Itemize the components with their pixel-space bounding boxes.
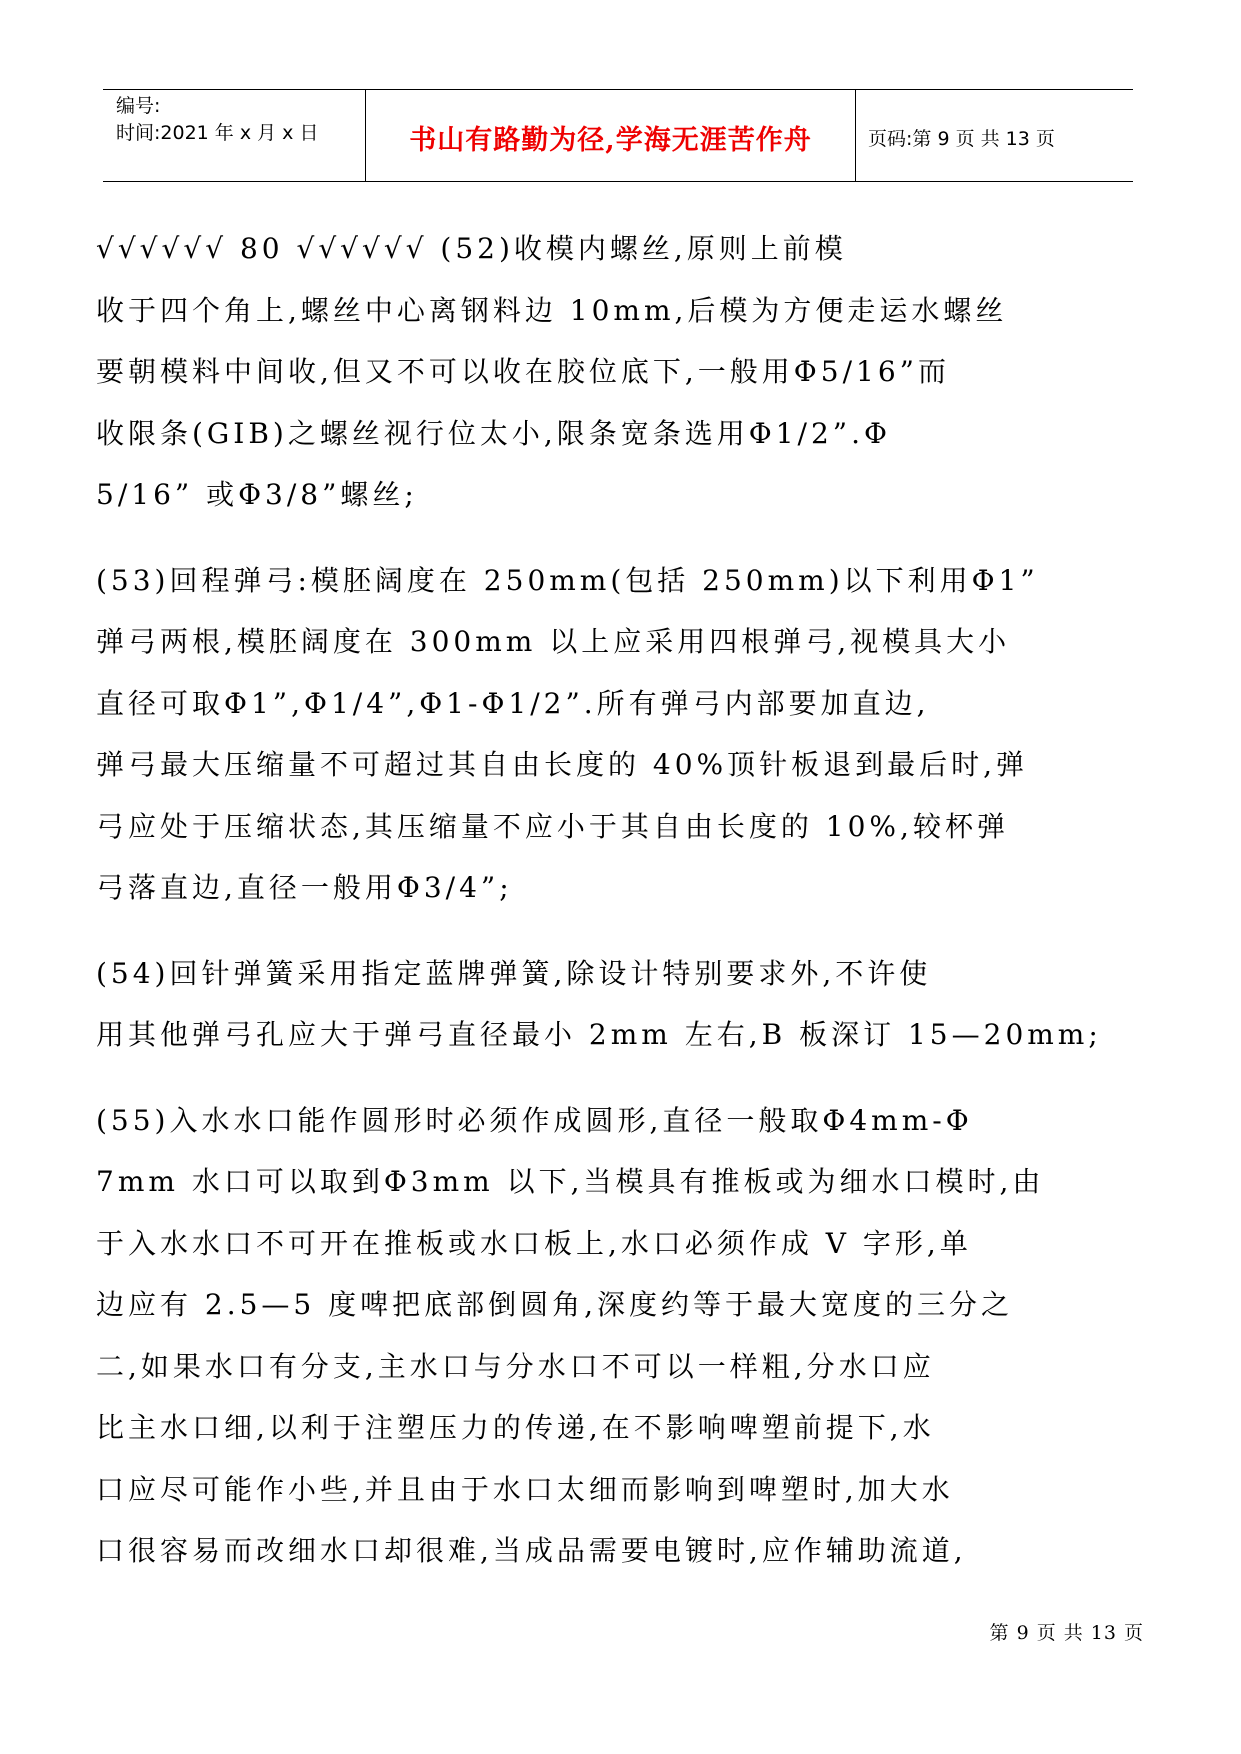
paragraph-54 xyxy=(96,943,1156,1066)
text-line: 直径可取Φ1”,Φ1/4”,Φ1-Φ1/2”.所有弹弓内部要加直边, xyxy=(96,686,930,720)
text-line: √√√√√√ 80 √√√√√√ (52)收模内螺丝,原则上前模 xyxy=(96,232,847,265)
text-line: 口很容易而改细水口却很难,当成品需要电镀时,应作辅助流道, xyxy=(96,1534,967,1567)
document-body xyxy=(96,218,1156,1582)
paragraph-gap xyxy=(96,1066,1156,1090)
text-line: 二,如果水口有分支,主水口与分水口不可以一样粗,分水口应 xyxy=(96,1349,935,1383)
document-number-label: 编号: xyxy=(116,95,161,117)
header-motto-cell xyxy=(366,90,856,181)
text-line: 5/16” 或Φ3/8”螺丝; xyxy=(96,478,418,511)
text-line: 收限条(GIB)之螺丝视行位太小,限条宽条选用Φ1/2”.Φ xyxy=(96,416,891,450)
document-time-label: 时间:2021 年 x 月 x 日 xyxy=(116,122,319,144)
text-line: 7mm 水口可以取到Φ3mm 以下,当模具有推板或为细水口模时,由 xyxy=(96,1165,1045,1198)
paragraph-gap xyxy=(96,919,1156,943)
text-line: (55)入水水口能作圆形时必须作成圆形,直径一般取Φ4mm-Φ xyxy=(96,1103,973,1137)
header-meta xyxy=(103,90,366,181)
text-line: 弹弓两根,模胚阔度在 300mm 以上应采用四根弹弓,视模具大小 xyxy=(96,625,1011,658)
paragraph-gap xyxy=(96,526,1156,550)
paragraph-55 xyxy=(96,1090,1156,1582)
paragraph-52 xyxy=(96,218,1156,526)
text-line: (53)回程弹弓:模胚阔度在 250mm(包括 250mm)以下利用Φ1” xyxy=(96,563,1039,597)
text-line: 边应有 2.5—5 度啤把底部倒圆角,深度约等于最大宽度的三分之 xyxy=(96,1288,1014,1321)
text-line: 弹弓最大压缩量不可超过其自由长度的 40%顶针板退到最后时,弹 xyxy=(96,748,1029,781)
header-page-code-cell xyxy=(856,90,1133,181)
header-page-code: 页码:第 9 页 共 13 页 xyxy=(868,128,1055,150)
text-line: 要朝模料中间收,但又不可以收在胶位底下,一般用Φ5/16”而 xyxy=(96,355,950,388)
paragraph-53 xyxy=(96,550,1156,919)
text-line: 弓应处于压缩状态,其压缩量不应小于其自由长度的 10%,较杯弹 xyxy=(96,809,1009,843)
text-line: 收于四个角上,螺丝中心离钢料边 10mm,后模为方便走运水螺丝 xyxy=(96,293,1008,327)
text-line: 用其他弹弓孔应大于弹弓直径最小 2mm 左右,B 板深订 15—20mm; xyxy=(96,1018,1102,1051)
page-footer: 第 9 页 共 13 页 xyxy=(989,1622,1144,1644)
text-line: 口应尽可能作小些,并且由于水口太细而影响到啤塑时,加大水 xyxy=(96,1472,954,1506)
header-motto: 书山有路勤为径,学海无涯苦作舟 xyxy=(409,125,812,156)
text-line: (54)回针弹簧采用指定蓝牌弹簧,除设计特别要求外,不许使 xyxy=(96,956,932,990)
page-header xyxy=(103,89,1133,182)
text-line: 比主水口细,以利于注塑压力的传递,在不影响啤塑前提下,水 xyxy=(96,1411,935,1444)
text-line: 于入水水口不可开在推板或水口板上,水口必须作成 V 字形,单 xyxy=(96,1226,972,1260)
text-line: 弓落直边,直径一般用Φ3/4”; xyxy=(96,871,513,904)
